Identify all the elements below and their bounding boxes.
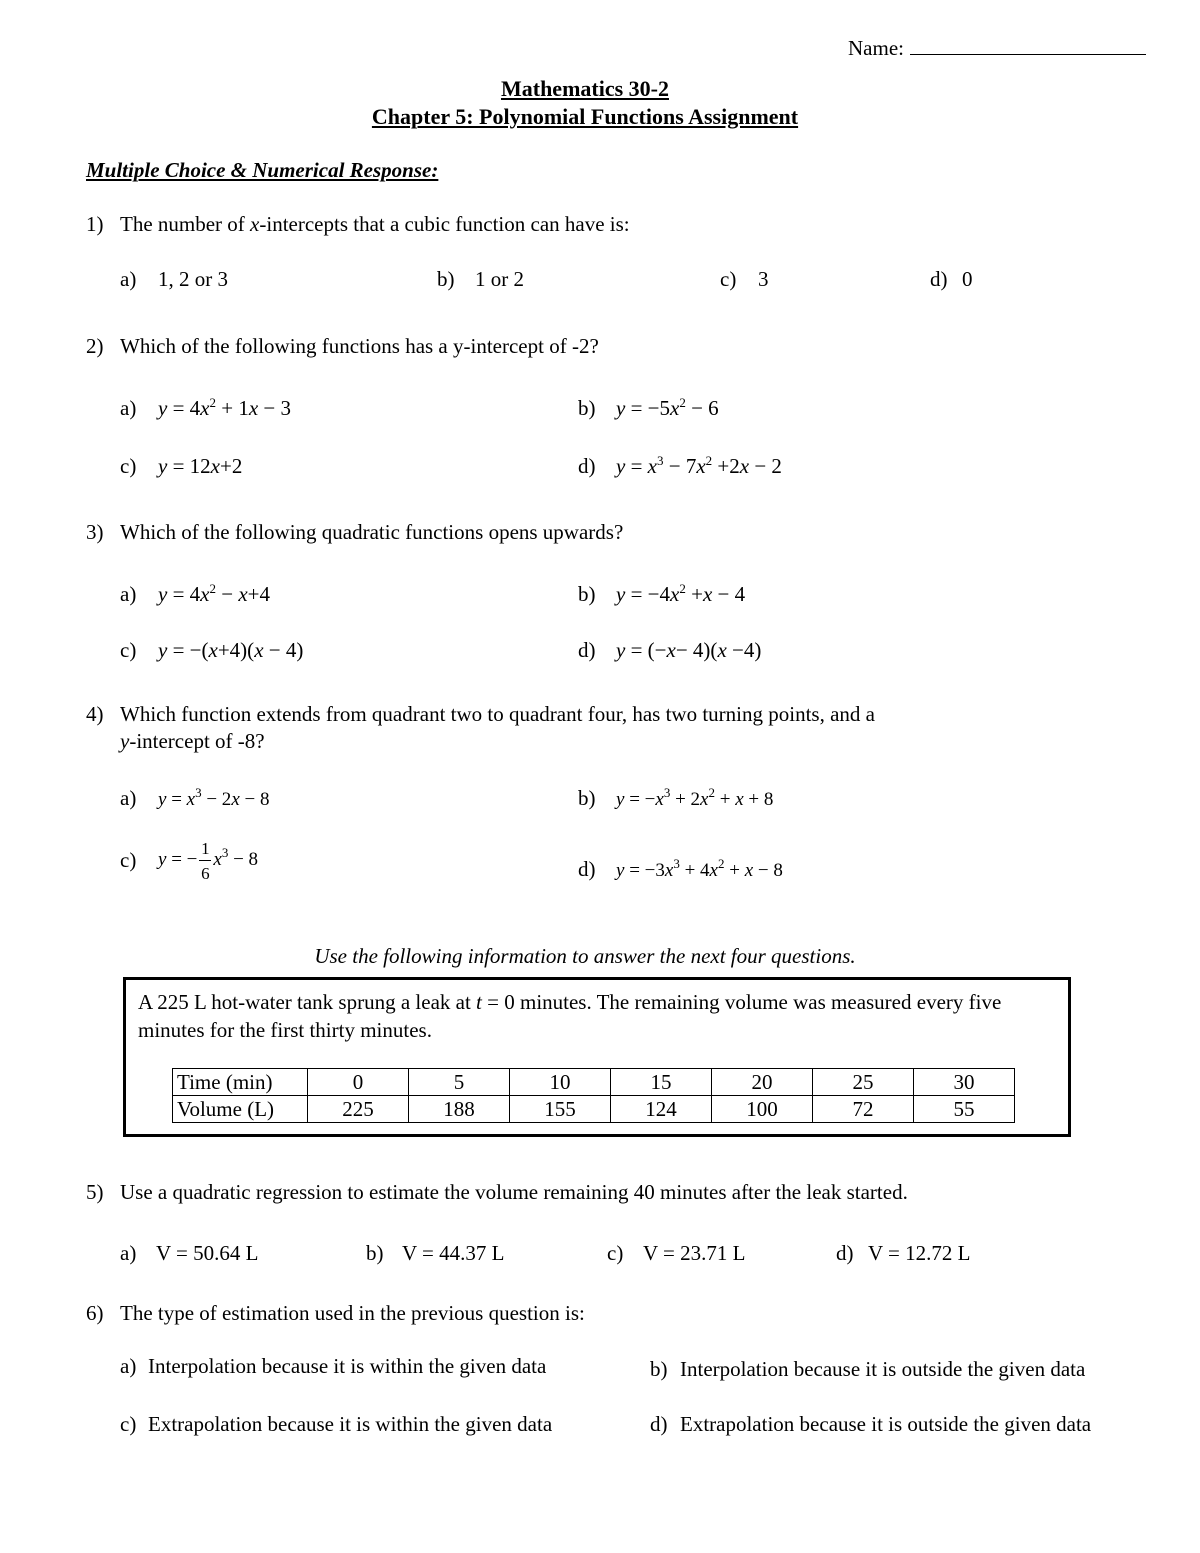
table-cell: 225 (308, 1096, 409, 1123)
table-cell: 10 (510, 1069, 611, 1096)
q5-option-d[interactable] (836, 1241, 970, 1266)
table-row-header: Volume (L) (173, 1096, 308, 1123)
question-number: 1) (86, 212, 104, 236)
q6-option-a[interactable] (120, 1354, 546, 1379)
option-label: b) (578, 786, 596, 810)
q4-option-b[interactable] (578, 786, 773, 811)
table-cell: 5 (409, 1069, 510, 1096)
q4-option-a[interactable] (120, 786, 269, 811)
option-text: 1 or 2 (475, 267, 524, 291)
table-cell: 55 (914, 1096, 1015, 1123)
question-4 (86, 702, 875, 727)
option-label: a) (120, 267, 137, 291)
question-text: The number of (120, 212, 251, 236)
option-label: a) (120, 396, 137, 420)
name-blank-line[interactable] (910, 34, 1146, 55)
option-label: d) (578, 454, 596, 478)
question-5 (86, 1180, 908, 1205)
option-label: a) (120, 1354, 137, 1378)
table-row (173, 1069, 1015, 1096)
q2-option-a[interactable] (120, 396, 291, 421)
table-cell: 155 (510, 1096, 611, 1123)
equation: $y = x^3 - 7x^2 +2x - 2$ (616, 453, 782, 478)
q3-option-c[interactable] (120, 638, 303, 663)
table-cell: 124 (611, 1096, 712, 1123)
equation: $y = 4x^2 + 1x - 3$ (158, 395, 292, 420)
course-title: Mathematics 30-2 (500, 76, 669, 101)
q2-option-c[interactable] (120, 454, 242, 479)
table-row-header: Time (min) (173, 1069, 308, 1096)
question-variable: x (250, 212, 260, 236)
q5-option-c[interactable] (607, 1241, 745, 1266)
table-cell: 20 (712, 1069, 813, 1096)
equation: $y = -4x^2 +x - 4$ (616, 581, 746, 606)
q4-option-d[interactable] (578, 857, 783, 882)
table-cell: 0 (308, 1069, 409, 1096)
question-variable: y (120, 729, 130, 753)
info-text: A 225 L hot-water tank sprung a leak at t = 0 minutes. The remaining volume was measured every five minutes for the first thirty minutes. (138, 990, 1002, 1042)
q5-option-a[interactable] (120, 1241, 258, 1266)
info-intro: Use the following information to answer the next four questions. (314, 944, 856, 968)
option-label: d) (650, 1412, 668, 1436)
table-cell: 100 (712, 1096, 813, 1123)
option-text: V = 23.71 L (643, 1241, 746, 1265)
question-number: 6) (86, 1301, 104, 1325)
q3-option-b[interactable] (578, 582, 745, 607)
question-text: Which function extends from quadrant two to quadrant four, has two turning points, and a (120, 702, 875, 726)
equation: y = 12x+2 (158, 454, 243, 478)
q1-option-a[interactable] (120, 267, 228, 292)
info-box (123, 977, 1071, 1137)
equation: $y = -3x^3 + 4x^2 + x - 8$ (616, 856, 783, 881)
section-heading: Multiple Choice & Numerical Response: (86, 158, 439, 182)
question-1 (86, 212, 630, 237)
q2-option-b[interactable] (578, 396, 719, 421)
option-label: c) (720, 267, 737, 291)
table-cell: 72 (813, 1096, 914, 1123)
question-text: Which of the following quadratic functions opens upwards? (120, 520, 624, 544)
question-text: Which of the following functions has a y-intercept of -2? (120, 334, 599, 358)
option-label: d) (578, 857, 596, 881)
equation: y = −(x+4)(x − 4) (158, 638, 304, 662)
option-label: a) (120, 786, 137, 810)
option-label: d) (836, 1241, 854, 1265)
option-label: a) (120, 1241, 137, 1265)
fraction: $\frac{1}{6}$ (201, 839, 210, 883)
option-text: 0 (962, 267, 973, 291)
option-label: b) (650, 1357, 668, 1381)
option-label: c) (607, 1241, 624, 1265)
equation: $y = -x^3 + 2x^2 + x + 8$ (616, 785, 774, 810)
table-row (173, 1096, 1015, 1123)
q1-option-d[interactable] (930, 267, 973, 292)
option-text: Extrapolation because it is outside the given data (680, 1412, 1092, 1436)
option-text: Interpolation because it is within the given data (148, 1354, 547, 1378)
question-number: 3) (86, 520, 104, 544)
q6-option-b[interactable] (650, 1357, 1085, 1382)
q1-option-b[interactable] (437, 267, 524, 292)
option-text: V = 12.72 L (868, 1241, 971, 1265)
name-field (848, 34, 1146, 61)
option-label: b) (578, 396, 596, 420)
option-text: Extrapolation because it is within the given data (148, 1412, 553, 1436)
table-cell: 188 (409, 1096, 510, 1123)
assignment-title: Chapter 5: Polynomial Functions Assignment (371, 104, 799, 129)
option-label: d) (930, 267, 948, 291)
option-label: c) (120, 1412, 137, 1436)
option-text: Interpolation because it is outside the given data (680, 1357, 1086, 1381)
question-text: The type of estimation used in the previous question is: (120, 1301, 585, 1325)
question-text: -intercepts that a cubic function can have is: (259, 212, 630, 236)
table-cell: 15 (611, 1069, 712, 1096)
q4-option-c[interactable] (120, 840, 258, 882)
q3-option-d[interactable] (578, 638, 761, 663)
question-4-line2 (120, 729, 265, 754)
equation: y = (−x− 4)(x −4) (616, 638, 762, 662)
q6-option-c[interactable] (120, 1412, 552, 1437)
option-label: a) (120, 582, 137, 606)
question-number: 2) (86, 334, 104, 358)
q2-option-d[interactable] (578, 454, 782, 479)
option-label: c) (120, 638, 137, 662)
option-label: d) (578, 638, 596, 662)
equation: $y = -5x^2 - 6$ (616, 395, 719, 420)
question-2 (86, 334, 599, 359)
question-3 (86, 520, 623, 545)
equation: y = − $\frac{1}{6}$ $x^3 - 8$ (158, 839, 259, 883)
name-label: Name: (848, 36, 904, 60)
option-label: b) (437, 267, 455, 291)
option-text: 1, 2 or 3 (158, 267, 228, 291)
q5-option-b[interactable] (366, 1241, 504, 1266)
q6-option-d[interactable] (650, 1412, 1091, 1437)
data-table (172, 1068, 1015, 1123)
question-number: 4) (86, 702, 104, 726)
q1-option-c[interactable] (720, 267, 769, 292)
question-6 (86, 1301, 585, 1326)
table-cell: 30 (914, 1069, 1015, 1096)
question-number: 5) (86, 1180, 104, 1204)
equation: $y = x^3 - 2x - 8$ (158, 785, 270, 810)
option-label: c) (120, 454, 137, 478)
option-text: V = 44.37 L (402, 1241, 505, 1265)
option-label: b) (578, 582, 596, 606)
option-label: c) (120, 848, 137, 873)
option-label: b) (366, 1241, 384, 1265)
q3-option-a[interactable] (120, 582, 270, 607)
equation: $y = 4x^2 - x+4$ (158, 581, 271, 606)
option-text: 3 (758, 267, 769, 291)
option-text: V = 50.64 L (156, 1241, 259, 1265)
question-text: -intercept of -8? (129, 729, 265, 753)
question-text: Use a quadratic regression to estimate the volume remaining 40 minutes after the leak started. (120, 1180, 908, 1204)
table-cell: 25 (813, 1069, 914, 1096)
